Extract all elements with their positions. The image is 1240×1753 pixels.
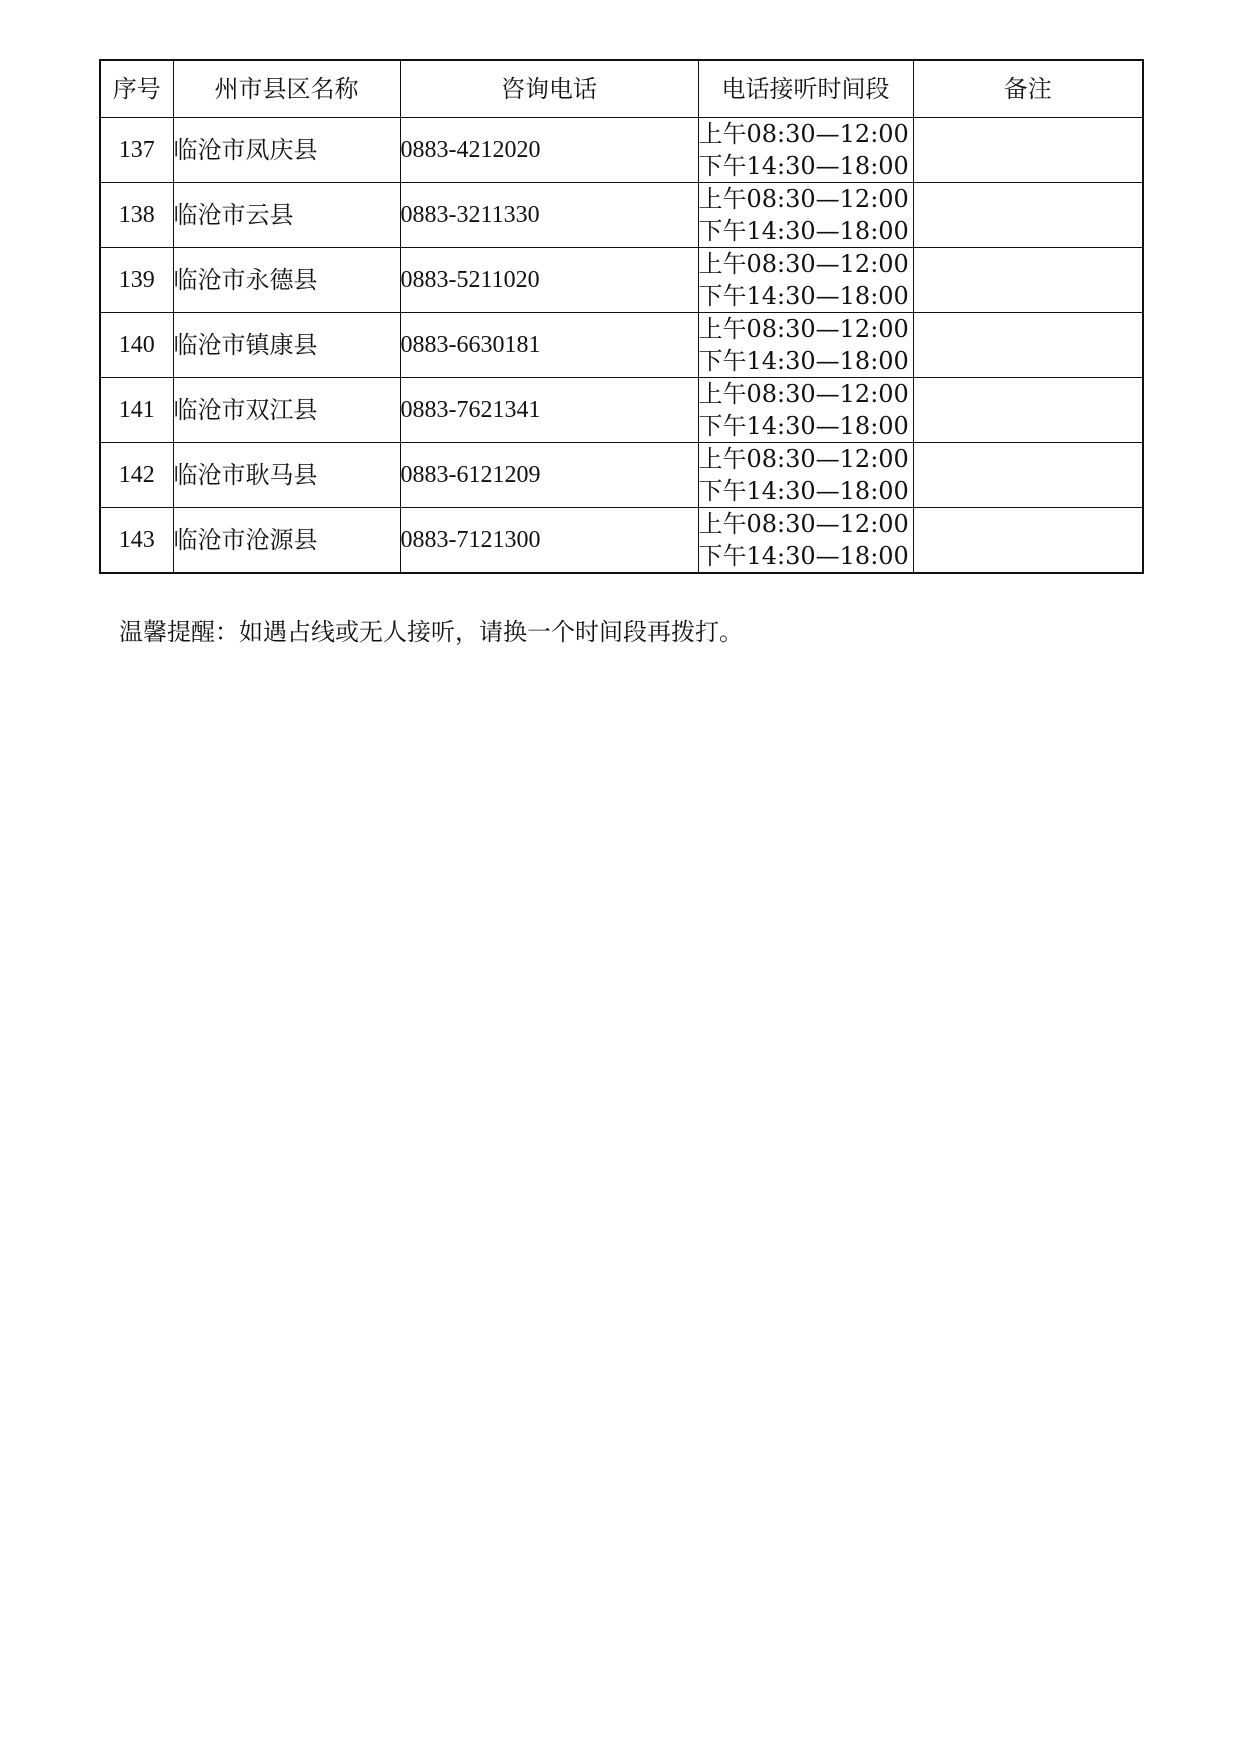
row-hours xyxy=(698,313,913,378)
row-seq: 139 xyxy=(100,248,173,313)
header-seq: 序号 xyxy=(100,60,173,118)
row-phone: 0883-6121209 xyxy=(400,443,698,508)
afternoon-hours: 下午14:30—18:00 xyxy=(698,542,909,570)
row-name: 临沧市沧源县 xyxy=(173,508,400,574)
row-hours xyxy=(698,118,913,183)
table-row xyxy=(100,508,1143,574)
row-phone: 0883-6630181 xyxy=(400,313,698,378)
afternoon-hours: 下午14:30—18:00 xyxy=(698,347,909,375)
row-phone: 0883-3211330 xyxy=(400,183,698,248)
row-name: 临沧市双江县 xyxy=(173,378,400,443)
morning-hours: 上午08:30—12:00 xyxy=(698,185,909,213)
header-note: 备注 xyxy=(913,60,1143,118)
row-note xyxy=(913,118,1143,183)
table-row xyxy=(100,378,1143,443)
contact-table xyxy=(99,59,1144,574)
row-seq: 143 xyxy=(100,508,173,574)
row-note xyxy=(913,443,1143,508)
table-row xyxy=(100,248,1143,313)
reminder-note: 温馨提醒：如遇占线或无人接听，请换一个时间段再拨打。 xyxy=(119,618,743,646)
table-row xyxy=(100,183,1143,248)
afternoon-hours: 下午14:30—18:00 xyxy=(698,477,909,505)
afternoon-hours: 下午14:30—18:00 xyxy=(698,152,909,180)
row-note xyxy=(913,313,1143,378)
row-name: 临沧市云县 xyxy=(173,183,400,248)
row-seq: 140 xyxy=(100,313,173,378)
morning-hours: 上午08:30—12:00 xyxy=(698,445,909,473)
row-seq: 142 xyxy=(100,443,173,508)
afternoon-hours: 下午14:30—18:00 xyxy=(698,217,909,245)
row-phone: 0883-4212020 xyxy=(400,118,698,183)
row-hours xyxy=(698,443,913,508)
row-seq: 137 xyxy=(100,118,173,183)
row-hours xyxy=(698,248,913,313)
row-note xyxy=(913,248,1143,313)
row-seq: 141 xyxy=(100,378,173,443)
header-name: 州市县区名称 xyxy=(173,60,400,118)
afternoon-hours: 下午14:30—18:00 xyxy=(698,412,909,440)
row-phone: 0883-7121300 xyxy=(400,508,698,574)
morning-hours: 上午08:30—12:00 xyxy=(698,380,909,408)
morning-hours: 上午08:30—12:00 xyxy=(698,120,909,148)
table-row xyxy=(100,118,1143,183)
afternoon-hours: 下午14:30—18:00 xyxy=(698,282,909,310)
header-hours: 电话接听时间段 xyxy=(698,60,913,118)
row-phone: 0883-5211020 xyxy=(400,248,698,313)
row-phone: 0883-7621341 xyxy=(400,378,698,443)
row-name: 临沧市耿马县 xyxy=(173,443,400,508)
row-name: 临沧市永德县 xyxy=(173,248,400,313)
row-seq: 138 xyxy=(100,183,173,248)
row-name: 临沧市镇康县 xyxy=(173,313,400,378)
morning-hours: 上午08:30—12:00 xyxy=(698,315,909,343)
row-hours xyxy=(698,508,913,574)
table-row xyxy=(100,443,1143,508)
table-row xyxy=(100,313,1143,378)
row-note xyxy=(913,378,1143,443)
header-phone: 咨询电话 xyxy=(400,60,698,118)
row-hours xyxy=(698,378,913,443)
row-name: 临沧市凤庆县 xyxy=(173,118,400,183)
morning-hours: 上午08:30—12:00 xyxy=(698,250,909,278)
row-note xyxy=(913,508,1143,574)
row-note xyxy=(913,183,1143,248)
table-header-row xyxy=(100,60,1143,118)
row-hours xyxy=(698,183,913,248)
morning-hours: 上午08:30—12:00 xyxy=(698,510,909,538)
